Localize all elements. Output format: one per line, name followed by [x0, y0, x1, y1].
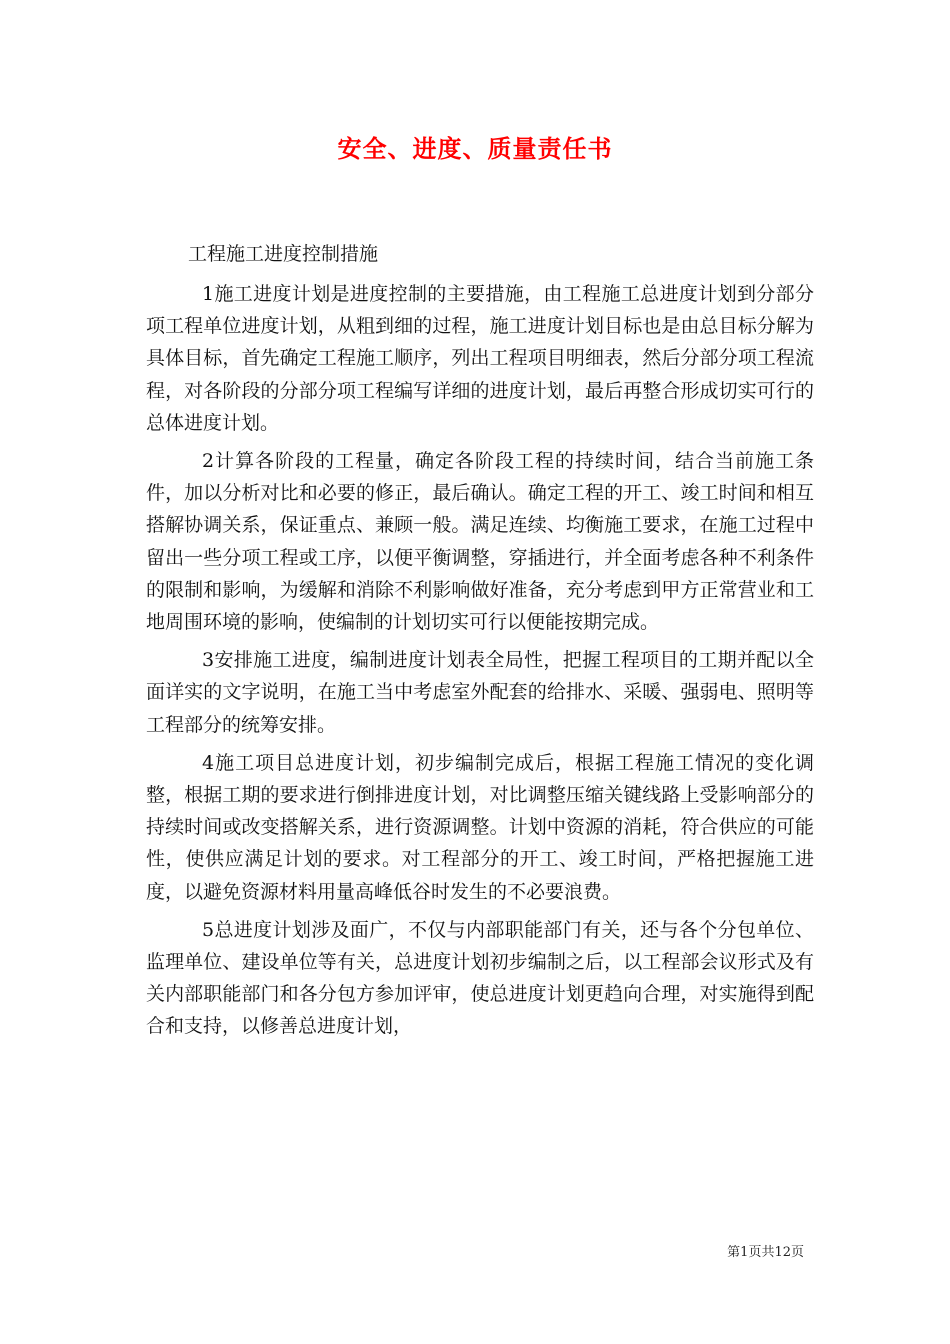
paragraph-1: 1施工进度计划是进度控制的主要措施，由工程施工总进度计划到分部分项工程单位进度计划，从粗到细的过程，施工进度计划目标也是由总目标分解为具体目标，首先确定工程施工顺序，列出工程项目明细表，然后分部分项工程流程，对各阶段的分部分项工程编写详细的进度计划，最后再整合形成切实可行的总体进度计划。: [146, 283, 814, 434]
document-body: [146, 238, 814, 1049]
paragraph-5: 5总进度计划涉及面广，不仅与内部职能部门有关，还与各个分包单位、监理单位、建设单位等有关，总进度计划初步编制之后，以工程部会议形式及有关内部职能部门和各分包方参加评审，使总进度计划更趋向合理，对实施得到配合和支持，以修善总进度计划，: [146, 918, 814, 1038]
document-title: 安全、进度、质量责任书: [337, 134, 613, 163]
section-heading: 工程施工进度控制措施: [188, 243, 379, 265]
paragraph-2: 2计算各阶段的工程量，确定各阶段工程的持续时间，结合当前施工条件，加以分析对比和必要的修正，最后确认。确定工程的开工、竣工时间和相互搭解协调关系，保证重点、兼顾一般。满足连续、均衡施工要求，在施工过程中留出一些分项工程或工序，以便平衡调整，穿插进行，并全面考虑各种不利条件的限制和影响，为缓解和消除不利影响做好准备，充分考虑到甲方正常营业和工地周围环境的影响，使编制的计划切实可行以便能按期完成。: [146, 450, 814, 634]
paragraph-4: 4施工项目总进度计划，初步编制完成后，根据工程施工情况的变化调整，根据工期的要求进行倒排进度计划，对比调整压缩关键线路上受影响部分的持续时间或改变搭解关系，进行资源调整。计划中资源的消耗，符合供应的可能性，使供应满足计划的要求。对工程部分的开工、竣工时间，严格把握施工进度，以避免资源材料用量高峰低谷时发生的不必要浪费。: [146, 751, 814, 903]
paragraph-3: 3安排施工进度，编制进度计划表全局性，把握工程项目的工期并配以全面详实的文字说明，在施工当中考虑室外配套的给排水、采暖、强弱电、照明等工程部分的统筹安排。: [146, 649, 814, 736]
page-number: 第1页共12页: [727, 1245, 804, 1260]
